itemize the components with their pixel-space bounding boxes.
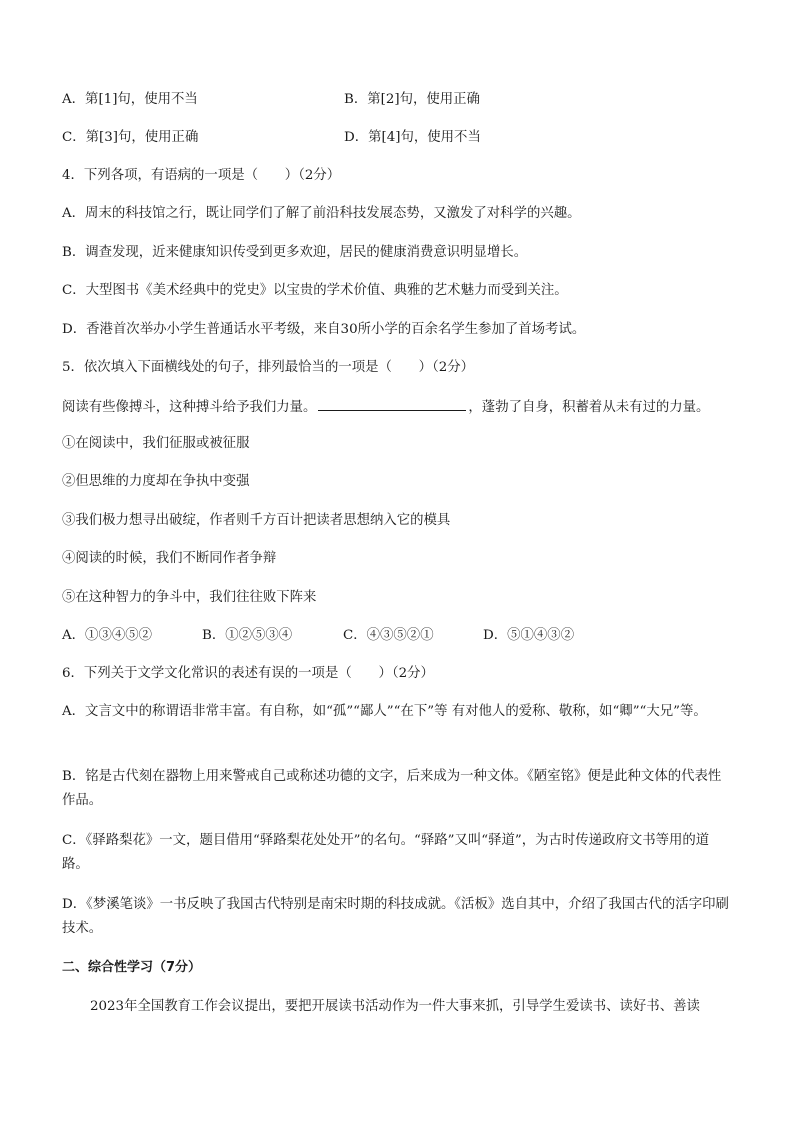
q5-options (62, 626, 742, 646)
q5-sentence-4: ④阅读的时候，我们不断同作者争辩 (62, 551, 277, 566)
q5-option-b: B．①②⑤③④ (202, 628, 293, 643)
q5-sentence-2: ②但思维的力度却在争执中变强 (62, 474, 250, 489)
q4-option-d: D．香港首次举办小学生普通话水平考级，来自30所小学的百余名学生参加了首场考试。 (62, 322, 586, 337)
q3-option-c: C．第[3]句，使用正确 (62, 130, 199, 145)
q4-option-c: C．大型图书《美术经典中的党史》以宝贵的学术价值、典雅的艺术魅力而受到关注。 (62, 283, 568, 298)
q4-option-b: B．调查发现，近来健康知识传受到更多欢迎，居民的健康消费意识明显增长。 (62, 245, 528, 260)
q5-stem: 5．依次填入下面横线处的句子，排列最恰当的一项是（ ）（2分） (62, 360, 475, 375)
q5-sentence-1: ①在阅读中，我们征服或被征服 (62, 436, 250, 451)
q5-option-a: A．①③④⑤② (62, 628, 153, 643)
section-2-intro: 2023年全国教育工作会议提出，要把开展读书活动作为一件大事来抓，引导学生爱读书、读好书、善读 (90, 999, 700, 1014)
q3-option-d: D．第[4]句，使用不当 (344, 130, 481, 145)
q5-sentence-3: ③我们极力想寻出破绽，作者则千方百计把读者思想纳入它的模具 (62, 513, 451, 528)
q3-option-a: A．第[1]句，使用不当 (62, 92, 198, 107)
q6-option-d: D．《梦溪笔谈》一书反映了我国古代特别是南宋时期的科技成就。《活板》选自其中，介绍了我国古代的活字印刷技术。 (62, 897, 729, 936)
q6-option-a: A．文言文中的称谓语非常丰富。有自称，如“孤”“鄙人”“在下”等 有对他人的爱称、敬称，如“卿”“大兄”等。 (62, 704, 707, 719)
q3-option-b: B．第[2]句，使用正确 (344, 92, 480, 107)
q5-sentence-5: ⑤在这种智力的争斗中，我们往往败下阵来 (62, 590, 317, 605)
q5-option-c: C．④③⑤②① (343, 628, 434, 643)
q5-passage-before: 阅读有些像搏斗，这种搏斗给予我们力量。 (62, 400, 317, 415)
q5-passage-after: ，蓬勃了自身，积蓄着从未有过的力量。 (468, 400, 710, 415)
q4-stem: 4．下列各项，有语病的一项是（ ）（2分） (62, 168, 341, 183)
q6-option-c: C．《驿路梨花》一文，题目借用“驿路梨花处处开”的名句。“驿路”又叫“驿道”，为古时传递政府文书等用的道路。 (62, 833, 710, 872)
q5-passage (62, 396, 742, 418)
q6-option-b: B．铭是古代刻在器物上用来警戒自己或称述功德的文字，后来成为一种文体。《陋室铭》便是此种文体的代表性作品。 (62, 769, 722, 808)
q6-stem: 6．下列关于文学文化常识的表述有误的一项是（ ）（2分） (62, 666, 434, 681)
q5-option-d: D．⑤①④③② (483, 628, 575, 643)
q4-option-a: A．周末的科技馆之行，既让同学们了解了前沿科技发展态势，又激发了对科学的兴趣。 (62, 206, 581, 221)
section-2-title: 二、综合性学习（7分） (62, 960, 202, 975)
q5-fill-blank (318, 396, 466, 411)
